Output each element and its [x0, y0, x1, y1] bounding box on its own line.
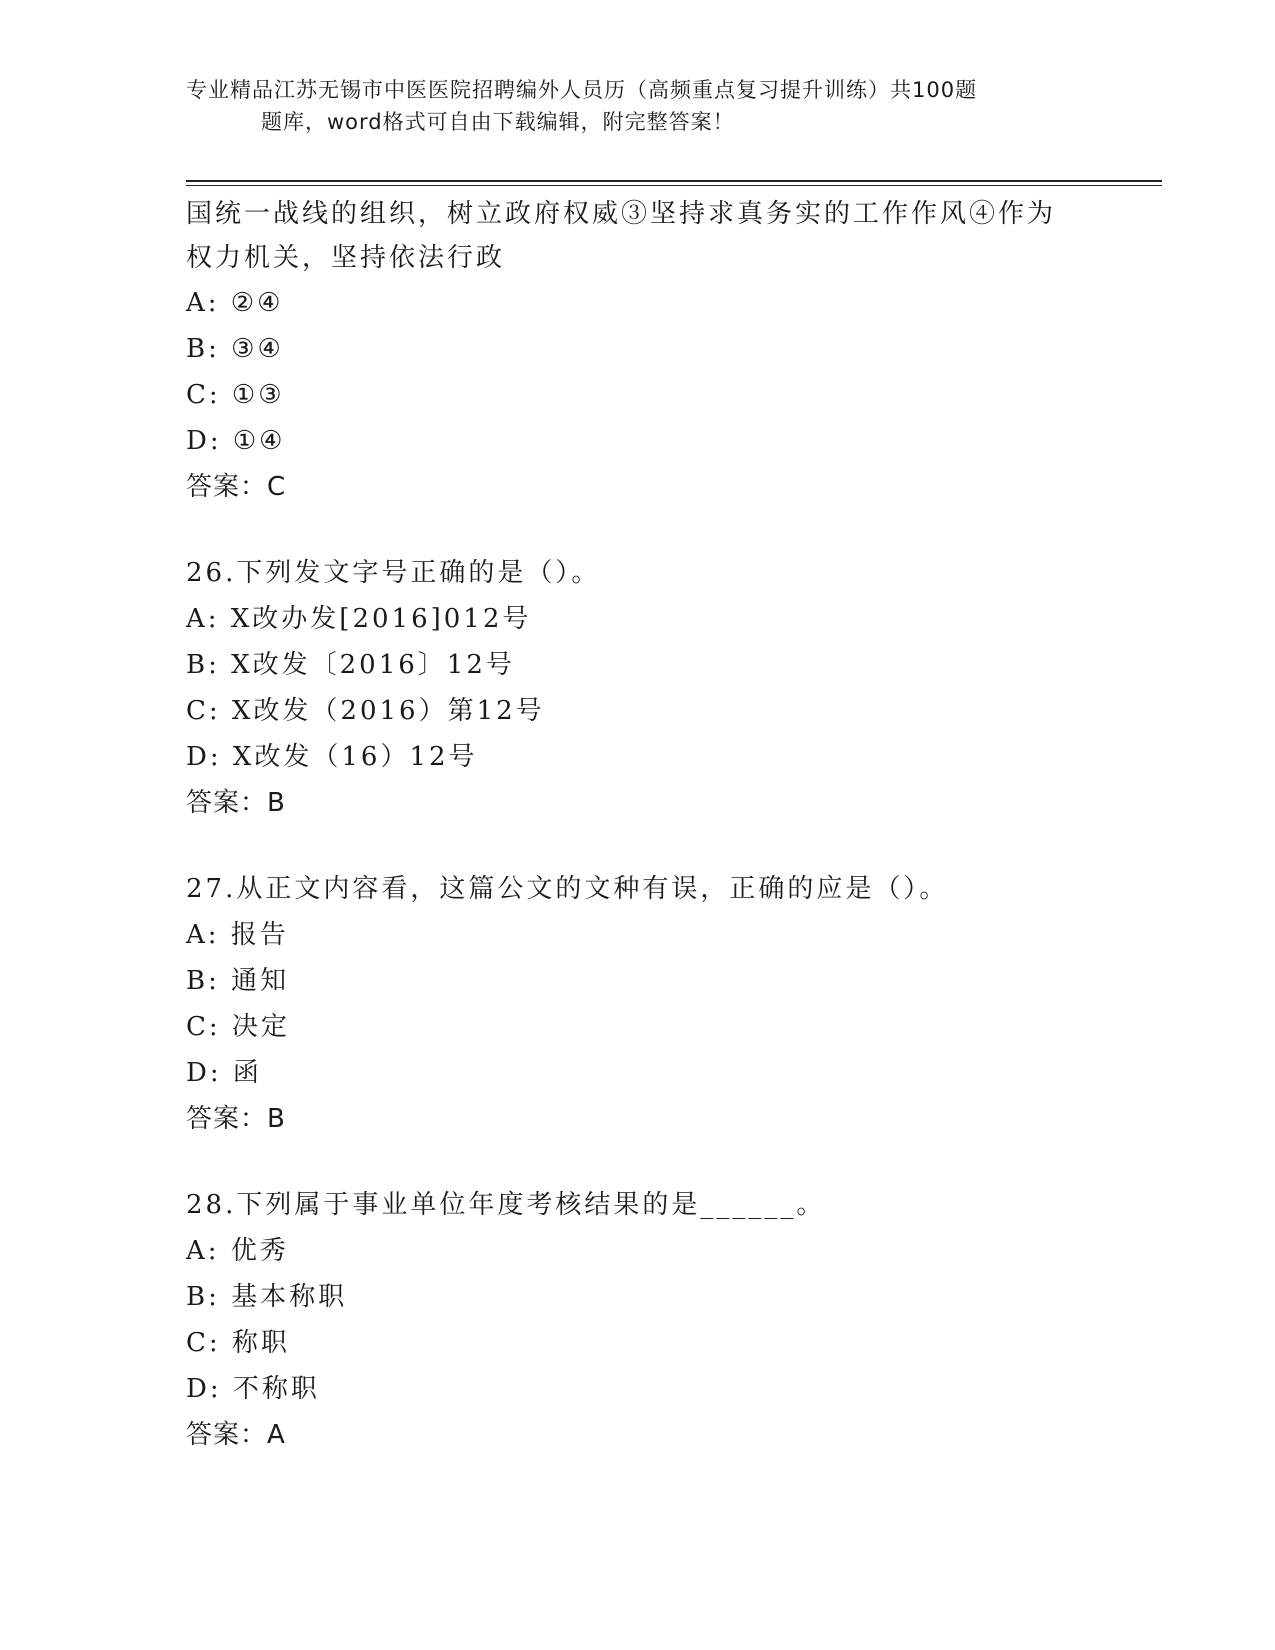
header-divider-thin [186, 185, 1162, 186]
answer: 答案：A [186, 1420, 286, 1450]
question-list [186, 192, 1146, 1458]
option-b: B: 通知 [186, 966, 290, 996]
option-b: B: X改发〔2016〕12号 [186, 650, 515, 680]
option-c: C: 称职 [186, 1328, 290, 1358]
option-a: A: X改办发[2016]012号 [186, 604, 532, 634]
question-continued-line-1: 国统一战线的组织，树立政府权威③坚持求真务实的工作作风④作为 [186, 199, 1057, 229]
question-continued-line-2: 权力机关，坚持依法行政 [186, 243, 506, 273]
question-title: 28.下列属于事业单位年度考核结果的是______。 [186, 1190, 826, 1220]
question-title: 26.下列发文字号正确的是（）。 [186, 558, 601, 588]
option-a: A: 报告 [186, 920, 289, 950]
question-title: 27.从正文内容看，这篇公文的文种有误，正确的应是（）。 [186, 874, 949, 904]
question-27 [186, 866, 1146, 1142]
header-line-2: 题库，word格式可自由下载编辑，附完整答案！ [261, 110, 735, 134]
answer: 答案：B [186, 1104, 286, 1134]
answer: 答案：B [186, 788, 286, 818]
option-c: C: X改发（2016）第12号 [186, 696, 545, 726]
document-header [186, 74, 1086, 138]
option-d: D: X改发（16）12号 [186, 742, 478, 772]
question-continued-text [186, 192, 1146, 280]
option-d: D: 函 [186, 1058, 262, 1088]
option-c: C: ①③ [186, 380, 285, 410]
option-d: D: ①④ [186, 426, 286, 456]
header-divider [186, 180, 1162, 182]
answer: 答案：C [186, 472, 287, 502]
option-b: B: 基本称职 [186, 1282, 348, 1312]
question-continued [186, 192, 1146, 510]
option-a: A: ②④ [186, 288, 284, 318]
question-26 [186, 550, 1146, 826]
option-a: A: 优秀 [186, 1236, 289, 1266]
option-b: B: ③④ [186, 334, 284, 364]
option-c: C: 决定 [186, 1012, 290, 1042]
question-28 [186, 1182, 1146, 1458]
option-d: D: 不称职 [186, 1374, 320, 1404]
header-line-1: 专业精品江苏无锡市中医医院招聘编外人员历（高频重点复习提升训练）共100题 [186, 78, 978, 102]
